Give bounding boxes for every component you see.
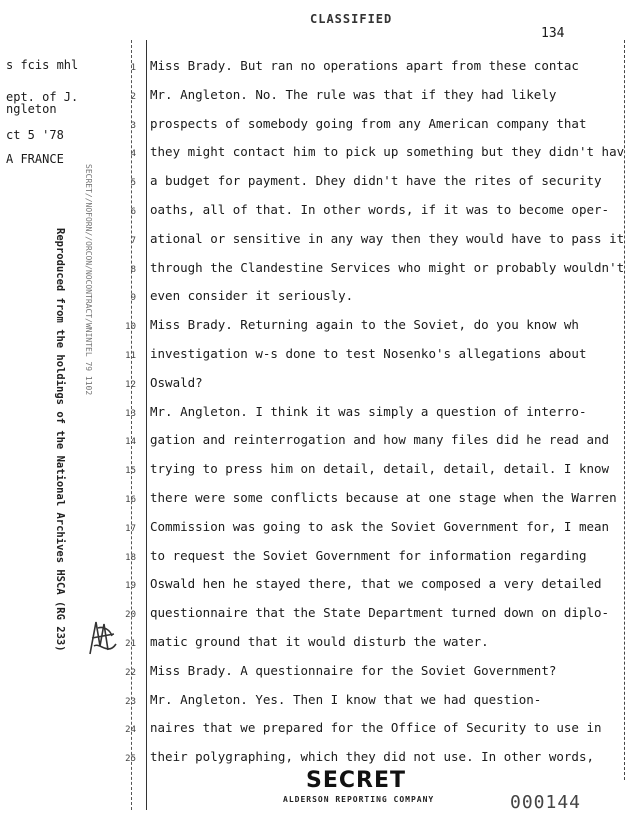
line-number: 22 xyxy=(125,667,136,678)
reporting-company: ALDERSON REPORTING COMPANY xyxy=(283,795,435,804)
line-number: 1 xyxy=(130,63,136,73)
line-number: 4 xyxy=(130,149,136,160)
line-number: 16 xyxy=(125,495,136,505)
line-number: 7 xyxy=(130,235,136,246)
line-number: 15 xyxy=(125,466,136,477)
transcript-line: Miss Brady. But ran no operations apart from these contac xyxy=(150,58,579,73)
line-number: 23 xyxy=(125,696,136,707)
transcript-line: gation and reinterrogation and how many files did he read and xyxy=(150,432,610,448)
transcript-line: Mr. Angleton. I think it was simply a question of interro- xyxy=(150,403,587,419)
transcript-line: Mr. Angleton. No. The rule was that if they had likely xyxy=(150,86,557,102)
transcript-line: matic ground that it would disturb the water. xyxy=(150,634,489,649)
margin-note: ept. of J. xyxy=(6,90,79,104)
transcript-line: Mr. Angleton. Yes. Then I know that we had question- xyxy=(150,691,542,707)
document-number: 000144 xyxy=(510,792,582,813)
line-number: 25 xyxy=(125,754,136,765)
transcript-line: they might contact him to pick up something but they didn't hav xyxy=(150,144,625,160)
transcript-line: Oswald hen he stayed there, that we composed a very detailed xyxy=(150,576,602,592)
margin-note: ct 5 '78 xyxy=(6,128,64,142)
classification-stamp: SECRET//NOFORN//ORCON/NOCONTRACT/WNINTEL 79 1102 xyxy=(84,164,93,396)
line-number: 18 xyxy=(125,552,136,563)
header-classification-mark: CLASSIFIED xyxy=(310,12,393,26)
transcript-line: even consider it seriously. xyxy=(150,288,354,304)
transcript-line: Commission was going to ask the Soviet Government for, I mean xyxy=(150,518,610,534)
margin-rule-solid xyxy=(146,40,147,810)
line-number: 3 xyxy=(130,120,136,131)
line-number: 8 xyxy=(130,264,136,275)
margin-note: ngleton xyxy=(6,102,57,116)
secret-stamp: SECRET xyxy=(306,768,406,793)
line-number: 13 xyxy=(125,408,136,419)
line-number: 21 xyxy=(125,639,136,649)
transcript-line: Oswald? xyxy=(150,374,203,390)
line-number: 6 xyxy=(130,207,136,217)
transcript-line: a budget for payment. Dhey didn't have the rites of security xyxy=(150,173,602,189)
initials-signature xyxy=(86,616,120,660)
transcript-line: there were some conflicts because at one stage when the Warren xyxy=(150,490,617,505)
transcript-line: naires that we prepared for the Office of Security to use in xyxy=(150,720,602,736)
transcript-line: prospects of somebody going from any American company that xyxy=(150,115,587,131)
line-number: 10 xyxy=(125,322,136,333)
transcript-line: investigation w-s done to test Nosenko's allegations about xyxy=(150,346,587,361)
line-number: 11 xyxy=(125,351,136,361)
transcript-line: Miss Brady. A questionnaire for the Soviet Government? xyxy=(150,662,557,678)
line-number: 24 xyxy=(125,725,136,736)
transcript-line: Miss Brady. Returning again to the Soviet, do you know wh xyxy=(150,317,579,333)
transcript-line: through the Clandestine Services who might or probably wouldn't xyxy=(150,259,625,275)
line-number: 5 xyxy=(130,178,136,189)
transcript-line: ational or sensitive in any way then they would have to pass it xyxy=(150,230,625,246)
line-number: 19 xyxy=(125,581,136,592)
archive-reproduction-stamp: Reproduced from the holdings of the National Archives HSCA (RG 233) xyxy=(54,228,66,652)
transcript-line: to request the Soviet Government for information regarding xyxy=(150,547,587,563)
margin-note: A FRANCE xyxy=(6,152,64,166)
page-number: 134 xyxy=(541,26,565,41)
line-number: 17 xyxy=(125,523,136,534)
margin-note: s fcis mhl xyxy=(6,58,79,72)
line-number: 14 xyxy=(125,437,136,448)
transcript-line: trying to press him on detail, detail, detail, detail. I know xyxy=(150,461,610,477)
transcript-line: their polygraphing, which they did not use. In other words, xyxy=(150,749,595,765)
transcript-line: oaths, all of that. In other words, if it was to become oper- xyxy=(150,202,610,217)
transcript-line: questionnaire that the State Department turned down on diplo- xyxy=(150,605,610,621)
line-number: 9 xyxy=(130,293,136,304)
line-number: 20 xyxy=(125,610,136,621)
line-number: 2 xyxy=(130,91,136,102)
line-number: 12 xyxy=(125,379,136,390)
